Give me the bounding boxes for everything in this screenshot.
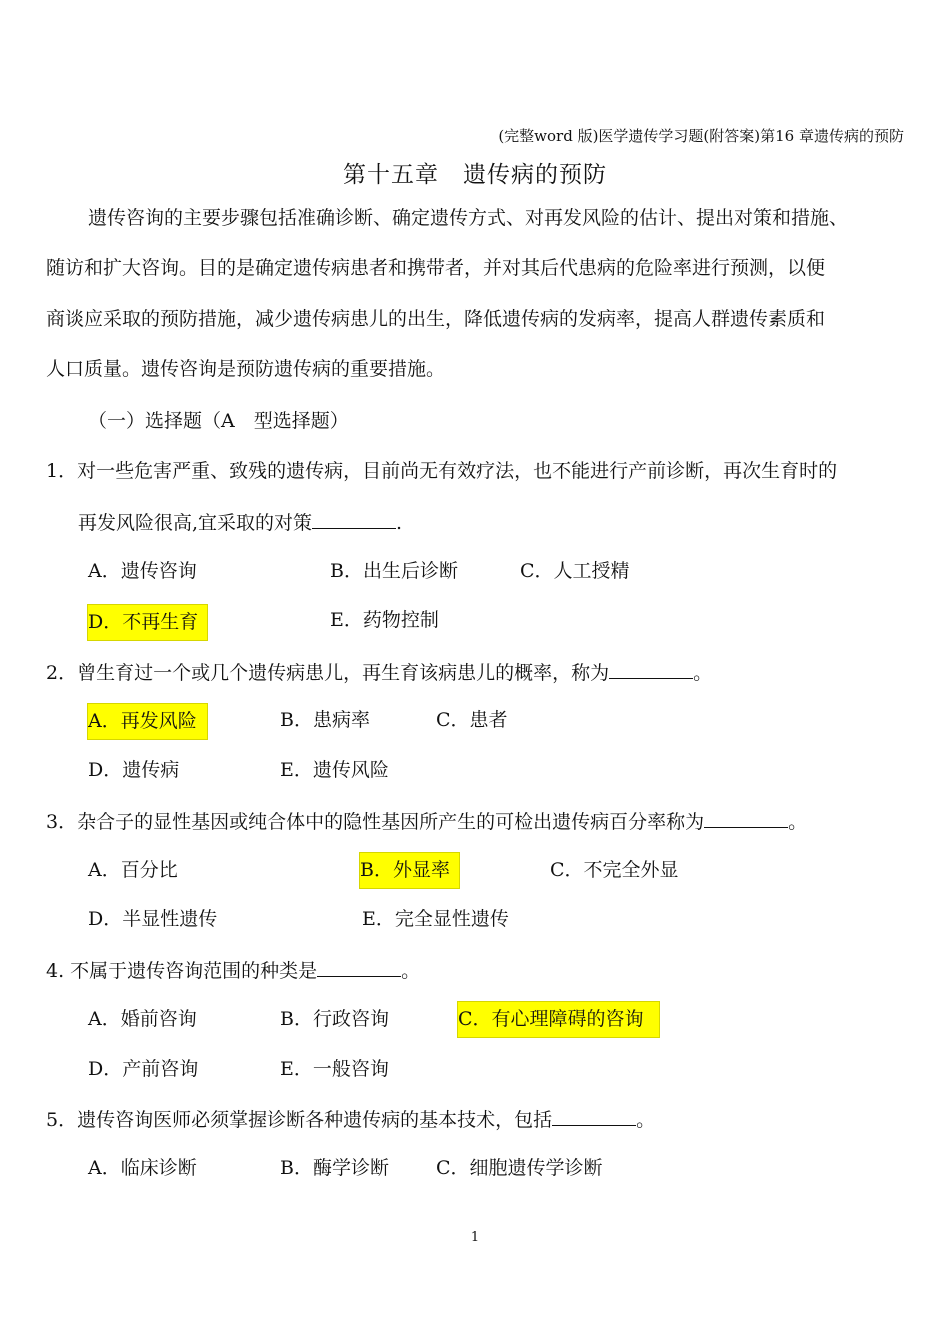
question-2-text: 2．曾生育过一个或几个遗传病患儿，再生育该病患儿的概率，称为 bbox=[46, 662, 610, 684]
option-1c: C．人工授精 bbox=[520, 560, 630, 582]
option-1b: B．出生后诊断 bbox=[330, 560, 458, 582]
question-1: 1．对一些危害严重、致残的遗传病，目前尚无有效疗法，也不能进行产前诊断，再次生育时的 bbox=[46, 460, 838, 482]
chapter-title: 第十五章 遗传病的预防 bbox=[343, 162, 607, 188]
answer-blank bbox=[317, 954, 401, 977]
option-3a: A．百分比 bbox=[88, 859, 178, 881]
page-header: (完整word 版)医学遗传学习题(附答案)第16 章遗传病的预防 bbox=[498, 127, 904, 145]
option-2e: E．遗传风险 bbox=[280, 759, 389, 781]
question-1-tail: . bbox=[396, 512, 403, 534]
option-2d: D．遗传病 bbox=[88, 759, 180, 781]
question-2 bbox=[46, 656, 712, 685]
option-4d: D．产前咨询 bbox=[88, 1058, 199, 1080]
answer-blank bbox=[312, 506, 396, 529]
option-4c-correct: C．有心理障碍的咨询 bbox=[458, 1002, 659, 1037]
question-2-tail: 。 bbox=[693, 662, 713, 684]
answer-blank bbox=[552, 1103, 636, 1126]
option-5c: C．细胞遗传学诊断 bbox=[436, 1157, 603, 1179]
question-4-text: 4. 不属于遗传咨询范围的种类是 bbox=[46, 960, 318, 982]
question-5 bbox=[46, 1103, 655, 1132]
option-4b: B．行政咨询 bbox=[280, 1008, 389, 1030]
answer-blank bbox=[609, 656, 693, 679]
question-1-line-2 bbox=[78, 506, 402, 535]
option-2b: B．患病率 bbox=[280, 709, 370, 731]
question-3-tail: 。 bbox=[788, 811, 808, 833]
option-2a-correct: A．再发风险 bbox=[88, 704, 207, 739]
intro-line-2: 随访和扩大咨询。目的是确定遗传病患者和携带者，并对其后代患病的危险率进行预测，以便 bbox=[46, 257, 826, 279]
page-number: 1 bbox=[470, 1230, 480, 1245]
option-4e: E．一般咨询 bbox=[280, 1058, 389, 1080]
option-3d: D．半显性遗传 bbox=[88, 908, 218, 930]
question-4-tail: 。 bbox=[401, 960, 421, 982]
intro-line-1: 遗传咨询的主要步骤包括准确诊断、确定遗传方式、对再发风险的估计、提出对策和措施、 bbox=[88, 207, 849, 229]
answer-blank bbox=[704, 805, 788, 828]
option-5b: B．酶学诊断 bbox=[280, 1157, 389, 1179]
question-3-text: 3．杂合子的显性基因或纯合体中的隐性基因所产生的可检出遗传病百分率称为 bbox=[46, 811, 705, 833]
option-1d-correct: D．不再生育 bbox=[88, 605, 207, 640]
question-1-text: 再发风险很高,宜采取的对策 bbox=[78, 512, 313, 534]
intro-line-3: 商谈应采取的预防措施，减少遗传病患儿的出生，降低遗传病的发病率，提高人群遗传素质和 bbox=[46, 308, 826, 330]
option-3c: C．不完全外显 bbox=[550, 859, 679, 881]
option-3e: E．完全显性遗传 bbox=[362, 908, 509, 930]
section-heading: （一）选择题（A 型选择题） bbox=[88, 410, 349, 432]
option-4a: A．婚前咨询 bbox=[88, 1008, 197, 1030]
option-1a: A．遗传咨询 bbox=[88, 560, 197, 582]
question-4 bbox=[46, 954, 420, 983]
question-3 bbox=[46, 805, 807, 834]
option-1e: E．药物控制 bbox=[330, 609, 439, 631]
option-2c: C．患者 bbox=[436, 709, 508, 731]
question-5-text: 5．遗传咨询医师必须掌握诊断各种遗传病的基本技术，包括 bbox=[46, 1109, 553, 1131]
option-5a: A．临床诊断 bbox=[88, 1157, 197, 1179]
question-5-tail: 。 bbox=[636, 1109, 656, 1131]
option-3b-correct: B．外显率 bbox=[360, 853, 459, 888]
intro-line-4: 人口质量。遗传咨询是预防遗传病的重要措施。 bbox=[46, 358, 446, 380]
